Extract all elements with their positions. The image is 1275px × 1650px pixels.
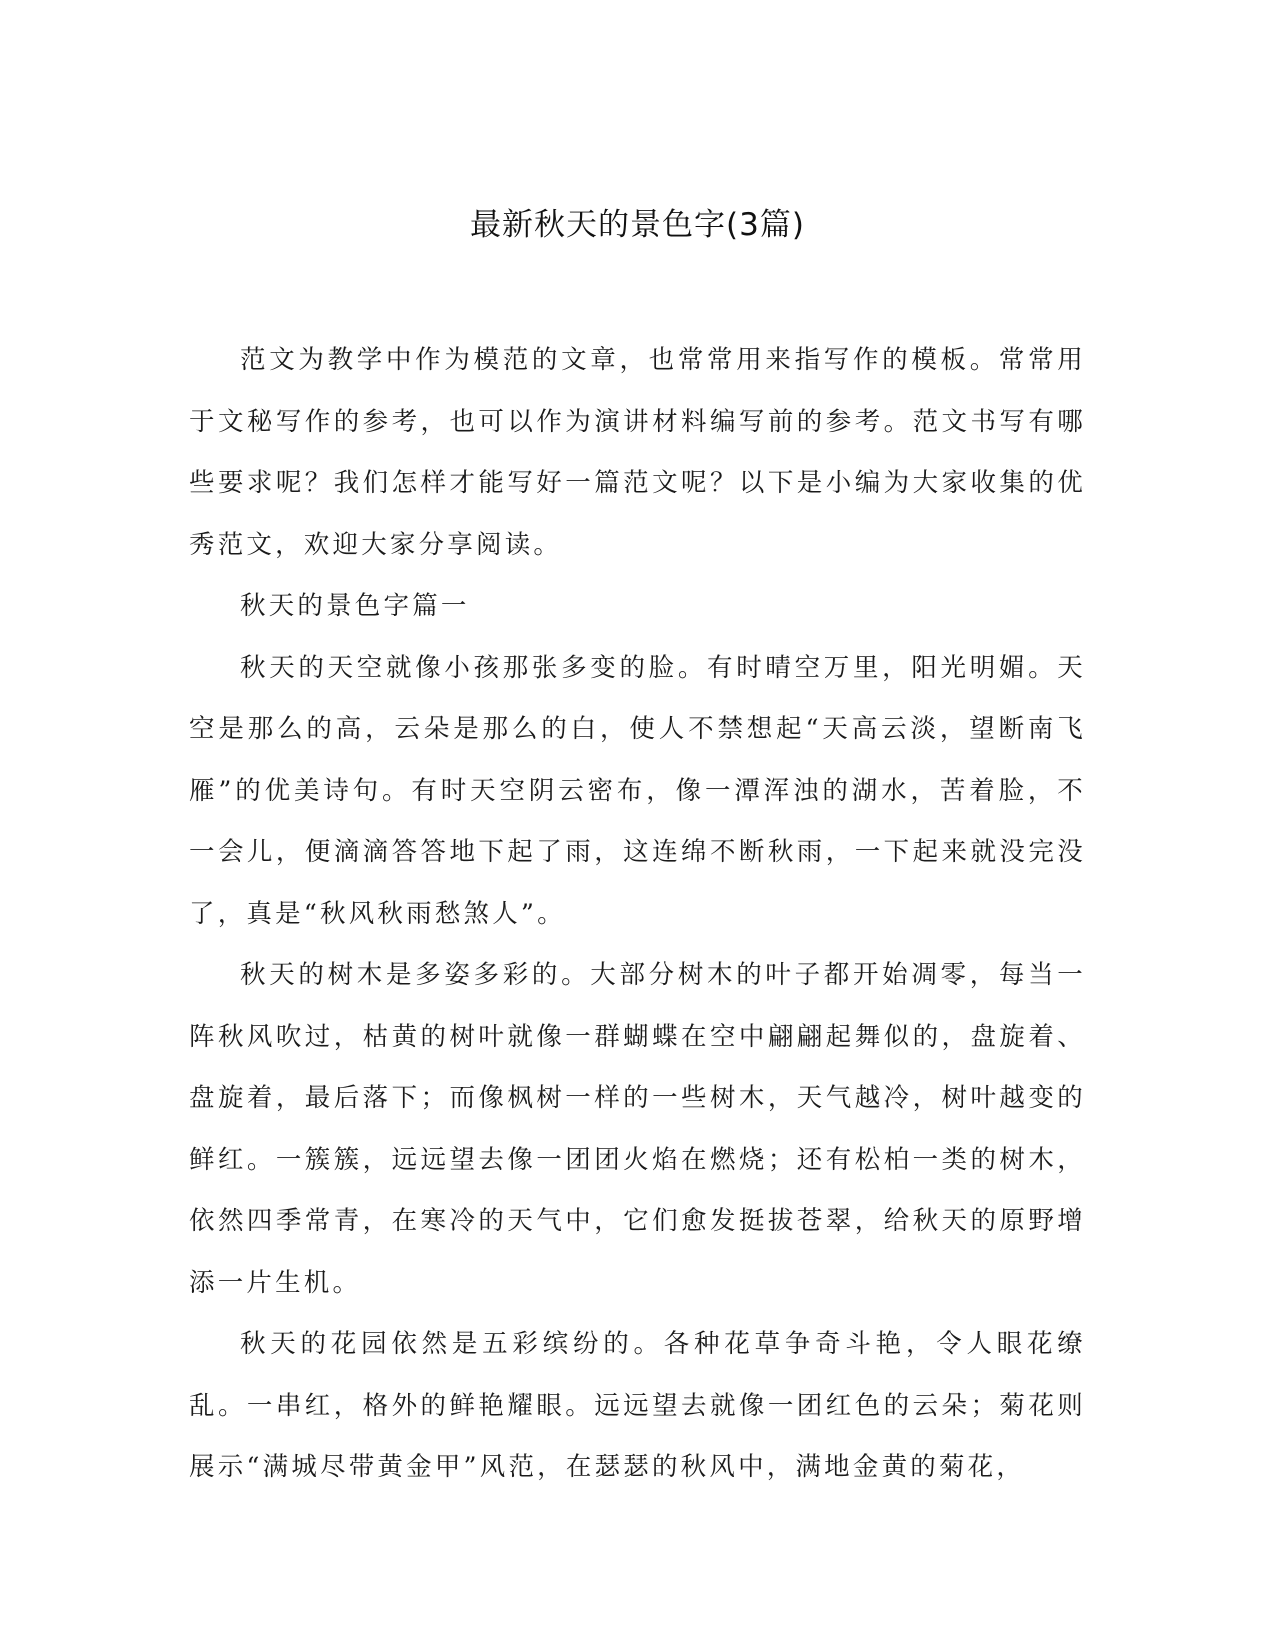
document-title: 最新秋天的景色字(3篇) (470, 207, 805, 243)
paragraph-intro: 范文为教学中作为模范的文章，也常常用来指写作的模板。常常用于文秘写作的参考，也可以作为演讲材料编写前的参考。范文书写有哪些要求呢？我们怎样才能写好一篇范文呢？以下是小编为大家收集的优秀范文，欢迎大家分享阅读。 (189, 345, 1086, 560)
document-body (189, 330, 1086, 1499)
paragraph-garden: 秋天的花园依然是五彩缤纷的。各种花草争奇斗艳，令人眼花缭乱。一串红，格外的鲜艳耀眼。远远望去就像一团红色的云朵；菊花则展示“满城尽带黄金甲”风范，在瑟瑟的秋风中，满地金黄的菊花， (189, 1329, 1086, 1482)
paragraph-sky: 秋天的天空就像小孩那张多变的脸。有时晴空万里，阳光明媚。天空是那么的高，云朵是那么的白，使人不禁想起“天高云淡，望断南飞雁”的优美诗句。有时天空阴云密布，像一潭浑浊的湖水，苦着脸，不一会儿，便滴滴答答地下起了雨，这连绵不断秋雨，一下起来就没完没了，真是“秋风秋雨愁煞人”。 (189, 652, 1086, 929)
paragraph-trees: 秋天的树木是多姿多彩的。大部分树木的叶子都开始凋零，每当一阵秋风吹过，枯黄的树叶就像一群蝴蝶在空中翩翩起舞似的，盘旋着、盘旋着，最后落下；而像枫树一样的一些树木，天气越冷，树叶越变的鲜红。一簇簇，远远望去像一团团火焰在燃烧；还有松柏一类的树木，依然四季常青，在寒冷的天气中，它们愈发挺拔苍翠，给秋天的原野增添一片生机。 (189, 960, 1086, 1298)
section-heading: 秋天的景色字篇一 (240, 591, 470, 621)
